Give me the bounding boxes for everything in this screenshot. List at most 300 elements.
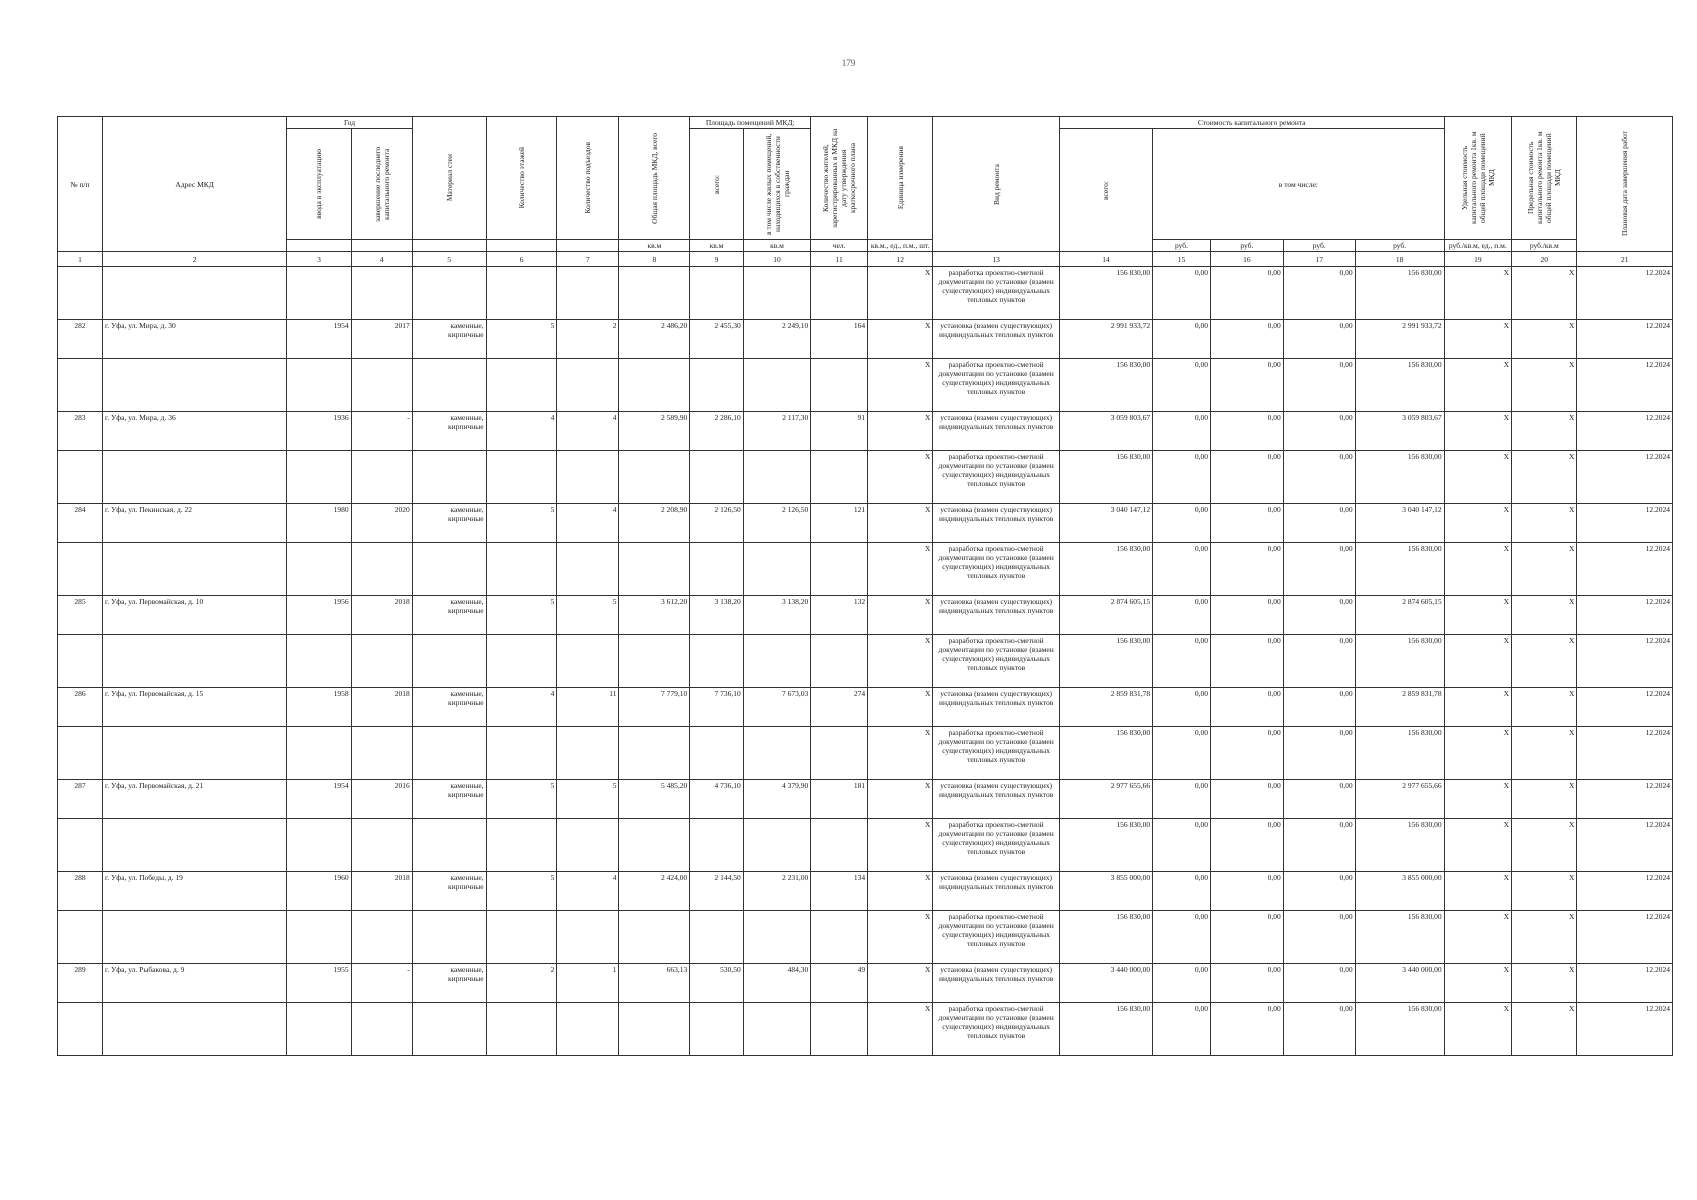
cell-people: 181 xyxy=(811,780,868,819)
cell-area xyxy=(619,819,690,872)
cell-prem xyxy=(690,267,744,320)
cell-total: 3 059 803,67 xyxy=(1059,412,1152,451)
cell-year1 xyxy=(287,819,351,872)
col-number: 6 xyxy=(486,252,557,267)
cell-limit: X xyxy=(1512,543,1577,596)
cell-people xyxy=(811,1003,868,1056)
cell-unit: X xyxy=(868,359,933,412)
cell-spec: X xyxy=(1444,504,1512,543)
cell-address: г. Уфа, ул. Первомайская, д. 10 xyxy=(103,596,287,635)
cell-resid: 2 126,50 xyxy=(743,504,811,543)
cell-material xyxy=(412,911,486,964)
cell-entrances xyxy=(557,267,619,320)
cell-people: 132 xyxy=(811,596,868,635)
cell-area: 2 424,00 xyxy=(619,872,690,911)
cell-entrances xyxy=(557,911,619,964)
table-row xyxy=(58,359,1673,412)
cell-floors: 4 xyxy=(486,688,557,727)
cell-unit: X xyxy=(868,504,933,543)
cell-material: каменные, кирпичные xyxy=(412,596,486,635)
unit-premises-total: кв.м xyxy=(690,240,744,252)
cell-resid: 2 231,00 xyxy=(743,872,811,911)
cell-limit: X xyxy=(1512,911,1577,964)
cell-floors xyxy=(486,267,557,320)
cell-area: 5 485,20 xyxy=(619,780,690,819)
col-number: 12 xyxy=(868,252,933,267)
cell-address: г. Уфа, ул. Первомайская, д. 15 xyxy=(103,688,287,727)
cell-area: 7 779,10 xyxy=(619,688,690,727)
cell-area: 3 612,20 xyxy=(619,596,690,635)
cell-fund: 0,00 xyxy=(1153,780,1211,819)
cell-prem: 3 138,20 xyxy=(690,596,744,635)
cell-spec: X xyxy=(1444,451,1512,504)
cell-resid xyxy=(743,635,811,688)
cell-resid: 484,30 xyxy=(743,964,811,1003)
cell-floors: 5 xyxy=(486,504,557,543)
cell-entrances xyxy=(557,451,619,504)
cell-material: каменные, кирпичные xyxy=(412,780,486,819)
cell-prem xyxy=(690,727,744,780)
cell-year2: 2016 xyxy=(351,780,412,819)
cell-limit: X xyxy=(1512,635,1577,688)
cell-date: 12.2024 xyxy=(1577,412,1673,451)
repair-plan-table xyxy=(57,116,1673,1056)
cell-rb: 0,00 xyxy=(1210,1003,1283,1056)
cell-fund: 0,00 xyxy=(1153,451,1211,504)
cell-work: установка (взамен существующих) индивидуальных тепловых пунктов xyxy=(933,504,1059,543)
cell-entrances: 5 xyxy=(557,596,619,635)
cell-floors xyxy=(486,635,557,688)
cell-year1: 1956 xyxy=(287,596,351,635)
cell-owners: 156 830,00 xyxy=(1355,451,1444,504)
cell-spec: X xyxy=(1444,819,1512,872)
header-floors: Количество этажей xyxy=(486,117,557,240)
unit-year1 xyxy=(287,240,351,252)
page-number: 179 xyxy=(841,58,856,68)
col-number: 13 xyxy=(933,252,1059,267)
cell-unit: X xyxy=(868,412,933,451)
cell-fund: 0,00 xyxy=(1153,320,1211,359)
cell-resid xyxy=(743,451,811,504)
header-no: № п/п xyxy=(58,117,103,252)
cell-total: 3 440 000,00 xyxy=(1059,964,1152,1003)
cell-people xyxy=(811,635,868,688)
cell-material: каменные, кирпичные xyxy=(412,504,486,543)
cell-local: 0,00 xyxy=(1283,412,1355,451)
cell-floors xyxy=(486,819,557,872)
cell-prem xyxy=(690,543,744,596)
cell-resid xyxy=(743,359,811,412)
table-row xyxy=(58,543,1673,596)
header-planned-date: Плановая дата завершения работ xyxy=(1577,117,1673,252)
unit-total-area: кв.м xyxy=(619,240,690,252)
cell-prem: 530,50 xyxy=(690,964,744,1003)
cell-prem: 2 286,10 xyxy=(690,412,744,451)
cell-resid: 2 249,10 xyxy=(743,320,811,359)
cell-area: 663,13 xyxy=(619,964,690,1003)
cell-spec: X xyxy=(1444,872,1512,911)
cell-unit: X xyxy=(868,1003,933,1056)
cell-local: 0,00 xyxy=(1283,911,1355,964)
cell-unit: X xyxy=(868,320,933,359)
table-row xyxy=(58,727,1673,780)
cell-material: каменные, кирпичные xyxy=(412,412,486,451)
table-row xyxy=(58,688,1673,727)
unit-measure: кв.м., ед., п.м., шт. xyxy=(868,240,933,252)
table-row xyxy=(58,451,1673,504)
cell-no xyxy=(58,911,103,964)
cell-address xyxy=(103,1003,287,1056)
cell-year2: 2018 xyxy=(351,596,412,635)
cell-work: разработка проектно-сметной документации по установке (взамен существующих) индивидуальных тепловых пунктов xyxy=(933,819,1059,872)
cell-rb: 0,00 xyxy=(1210,872,1283,911)
cell-prem: 2 126,50 xyxy=(690,504,744,543)
cell-spec: X xyxy=(1444,727,1512,780)
cell-total: 2 874 605,15 xyxy=(1059,596,1152,635)
cell-total: 156 830,00 xyxy=(1059,727,1152,780)
table-row xyxy=(58,911,1673,964)
cell-spec: X xyxy=(1444,596,1512,635)
cell-limit: X xyxy=(1512,688,1577,727)
cell-resid xyxy=(743,267,811,320)
cell-people: 164 xyxy=(811,320,868,359)
cell-year2: - xyxy=(351,964,412,1003)
cell-prem xyxy=(690,911,744,964)
cell-address: г. Уфа, ул. Мира, д. 30 xyxy=(103,320,287,359)
cell-work: установка (взамен существующих) индивидуальных тепловых пунктов xyxy=(933,780,1059,819)
cell-people: 121 xyxy=(811,504,868,543)
table-row xyxy=(58,412,1673,451)
cell-people: 134 xyxy=(811,872,868,911)
cell-work: разработка проектно-сметной документации по установке (взамен существующих) индивидуальных тепловых пунктов xyxy=(933,359,1059,412)
cell-entrances: 1 xyxy=(557,964,619,1003)
header-premises-total: всего: xyxy=(690,129,744,240)
header-residents-count: Количество жителей, зарегистрированных в МКД на дату утверждения краткосрочного плана xyxy=(811,117,868,240)
cell-date: 12.2024 xyxy=(1577,596,1673,635)
cell-entrances xyxy=(557,1003,619,1056)
cell-rb: 0,00 xyxy=(1210,635,1283,688)
cell-rb: 0,00 xyxy=(1210,911,1283,964)
cell-entrances: 5 xyxy=(557,780,619,819)
cell-area xyxy=(619,543,690,596)
cell-floors: 5 xyxy=(486,596,557,635)
cell-address xyxy=(103,267,287,320)
cell-year1 xyxy=(287,727,351,780)
cell-no xyxy=(58,819,103,872)
cell-work: разработка проектно-сметной документации по установке (взамен существующих) индивидуальных тепловых пунктов xyxy=(933,267,1059,320)
cell-total: 156 830,00 xyxy=(1059,451,1152,504)
col-number: 9 xyxy=(690,252,744,267)
header-total-area: Общая площадь МКД, всего xyxy=(619,117,690,240)
cell-date: 12.2024 xyxy=(1577,451,1673,504)
cell-date: 12.2024 xyxy=(1577,911,1673,964)
cell-fund: 0,00 xyxy=(1153,504,1211,543)
cell-limit: X xyxy=(1512,1003,1577,1056)
header-cost-total: всего: xyxy=(1059,129,1152,252)
cell-year2 xyxy=(351,727,412,780)
cell-year2 xyxy=(351,1003,412,1056)
cell-area xyxy=(619,635,690,688)
cell-resid xyxy=(743,1003,811,1056)
cell-rb: 0,00 xyxy=(1210,780,1283,819)
cell-people xyxy=(811,267,868,320)
header-address: Адрес МКД xyxy=(103,117,287,252)
cell-no: 285 xyxy=(58,596,103,635)
cell-material xyxy=(412,267,486,320)
cell-resid: 7 673,03 xyxy=(743,688,811,727)
cell-owners: 156 830,00 xyxy=(1355,359,1444,412)
cell-floors: 5 xyxy=(486,780,557,819)
cell-resid xyxy=(743,819,811,872)
cell-spec: X xyxy=(1444,412,1512,451)
cell-material xyxy=(412,543,486,596)
col-number: 4 xyxy=(351,252,412,267)
unit-limit-cost: руб./кв.м xyxy=(1512,240,1577,252)
cell-spec: X xyxy=(1444,964,1512,1003)
cell-floors xyxy=(486,727,557,780)
cell-no: 284 xyxy=(58,504,103,543)
cell-no xyxy=(58,267,103,320)
col-number: 11 xyxy=(811,252,868,267)
cell-rb: 0,00 xyxy=(1210,596,1283,635)
cell-year1 xyxy=(287,911,351,964)
cell-people xyxy=(811,451,868,504)
cell-floors: 2 xyxy=(486,964,557,1003)
cell-total: 2 859 831,78 xyxy=(1059,688,1152,727)
cell-spec: X xyxy=(1444,543,1512,596)
cell-fund: 0,00 xyxy=(1153,1003,1211,1056)
cell-rb: 0,00 xyxy=(1210,267,1283,320)
table-row xyxy=(58,320,1673,359)
cell-address: г. Уфа, ул. Рыбакова, д. 9 xyxy=(103,964,287,1003)
cell-entrances: 4 xyxy=(557,872,619,911)
cell-material: каменные, кирпичные xyxy=(412,688,486,727)
cell-people: 274 xyxy=(811,688,868,727)
cell-spec: X xyxy=(1444,320,1512,359)
cell-floors: 5 xyxy=(486,320,557,359)
cell-local: 0,00 xyxy=(1283,451,1355,504)
table-body xyxy=(58,267,1673,1056)
cell-date: 12.2024 xyxy=(1577,504,1673,543)
cell-no xyxy=(58,1003,103,1056)
table-row xyxy=(58,504,1673,543)
cell-work: установка (взамен существующих) индивидуальных тепловых пунктов xyxy=(933,964,1059,1003)
cell-prem xyxy=(690,451,744,504)
unit-owners: руб. xyxy=(1355,240,1444,252)
cell-resid xyxy=(743,911,811,964)
cell-no: 287 xyxy=(58,780,103,819)
cell-unit: X xyxy=(868,727,933,780)
cell-no: 286 xyxy=(58,688,103,727)
header-premises-residents: в том числе жилых помещений, находящихся в собственности граждан xyxy=(743,129,811,240)
cell-address xyxy=(103,819,287,872)
header-wall-material: Материал стен xyxy=(412,117,486,240)
cell-year1 xyxy=(287,359,351,412)
cell-limit: X xyxy=(1512,320,1577,359)
cell-unit: X xyxy=(868,911,933,964)
cell-entrances xyxy=(557,359,619,412)
cell-rb: 0,00 xyxy=(1210,688,1283,727)
cell-fund: 0,00 xyxy=(1153,412,1211,451)
cell-local: 0,00 xyxy=(1283,1003,1355,1056)
cell-local: 0,00 xyxy=(1283,819,1355,872)
header-year-group: Год xyxy=(287,117,412,129)
cell-prem xyxy=(690,819,744,872)
cell-unit: X xyxy=(868,451,933,504)
cell-material xyxy=(412,451,486,504)
cell-material xyxy=(412,819,486,872)
cell-floors xyxy=(486,359,557,412)
cell-rb: 0,00 xyxy=(1210,504,1283,543)
table-row xyxy=(58,596,1673,635)
cell-area: 2 486,20 xyxy=(619,320,690,359)
col-number: 8 xyxy=(619,252,690,267)
cell-year2 xyxy=(351,451,412,504)
cell-fund: 0,00 xyxy=(1153,727,1211,780)
cell-floors: 4 xyxy=(486,412,557,451)
cell-work: установка (взамен существующих) индивидуальных тепловых пунктов xyxy=(933,412,1059,451)
cell-owners: 2 991 933,72 xyxy=(1355,320,1444,359)
cell-owners: 156 830,00 xyxy=(1355,635,1444,688)
cell-no xyxy=(58,359,103,412)
cell-rb: 0,00 xyxy=(1210,819,1283,872)
cell-address xyxy=(103,543,287,596)
cell-people xyxy=(811,543,868,596)
cell-work: установка (взамен существующих) индивидуальных тепловых пунктов xyxy=(933,872,1059,911)
cell-no xyxy=(58,635,103,688)
cell-rb: 0,00 xyxy=(1210,543,1283,596)
cell-year1 xyxy=(287,451,351,504)
table-row xyxy=(58,872,1673,911)
cell-material xyxy=(412,1003,486,1056)
cell-entrances: 11 xyxy=(557,688,619,727)
cell-owners: 156 830,00 xyxy=(1355,543,1444,596)
cell-fund: 0,00 xyxy=(1153,872,1211,911)
cell-rb: 0,00 xyxy=(1210,964,1283,1003)
cell-owners: 156 830,00 xyxy=(1355,911,1444,964)
cell-no xyxy=(58,451,103,504)
unit-material xyxy=(412,240,486,252)
cell-local: 0,00 xyxy=(1283,320,1355,359)
cell-year1 xyxy=(287,635,351,688)
cell-year1: 1954 xyxy=(287,780,351,819)
cell-unit: X xyxy=(868,872,933,911)
cell-material xyxy=(412,727,486,780)
cell-total: 156 830,00 xyxy=(1059,819,1152,872)
cell-owners: 3 040 147,12 xyxy=(1355,504,1444,543)
col-number: 7 xyxy=(557,252,619,267)
cell-fund: 0,00 xyxy=(1153,267,1211,320)
cell-year1 xyxy=(287,543,351,596)
cell-date: 12.2024 xyxy=(1577,819,1673,872)
cell-limit: X xyxy=(1512,504,1577,543)
cell-people xyxy=(811,911,868,964)
cell-date: 12.2024 xyxy=(1577,1003,1673,1056)
cell-limit: X xyxy=(1512,359,1577,412)
cell-fund: 0,00 xyxy=(1153,596,1211,635)
cell-entrances: 4 xyxy=(557,412,619,451)
col-number: 16 xyxy=(1210,252,1283,267)
cell-address: г. Уфа, ул. Мира, д. 36 xyxy=(103,412,287,451)
cell-floors xyxy=(486,1003,557,1056)
cell-unit: X xyxy=(868,964,933,1003)
cell-year1: 1954 xyxy=(287,320,351,359)
unit-premises-residents: кв.м xyxy=(743,240,811,252)
cell-entrances xyxy=(557,819,619,872)
cell-local: 0,00 xyxy=(1283,964,1355,1003)
cell-address: г. Уфа, ул. Победы, д. 19 xyxy=(103,872,287,911)
cell-spec: X xyxy=(1444,1003,1512,1056)
cell-people xyxy=(811,359,868,412)
header-work-type: Вид ремонта xyxy=(933,117,1059,252)
cell-date: 12.2024 xyxy=(1577,688,1673,727)
cell-year1: 1955 xyxy=(287,964,351,1003)
cell-year2: 2018 xyxy=(351,688,412,727)
table-row xyxy=(58,780,1673,819)
table-row xyxy=(58,267,1673,320)
cell-people xyxy=(811,819,868,872)
cell-local: 0,00 xyxy=(1283,727,1355,780)
cell-work: разработка проектно-сметной документации по установке (взамен существующих) индивидуальных тепловых пунктов xyxy=(933,1003,1059,1056)
cell-local: 0,00 xyxy=(1283,780,1355,819)
cell-address xyxy=(103,727,287,780)
cell-total: 2 991 933,72 xyxy=(1059,320,1152,359)
cell-date: 12.2024 xyxy=(1577,872,1673,911)
header-year-commission: ввода в эксплуатацию xyxy=(287,129,351,240)
cell-address xyxy=(103,911,287,964)
cell-fund: 0,00 xyxy=(1153,964,1211,1003)
cell-address xyxy=(103,359,287,412)
cell-resid: 2 117,30 xyxy=(743,412,811,451)
header-including: в том числе: xyxy=(1153,129,1445,240)
cell-work: разработка проектно-сметной документации по установке (взамен существующих) индивидуальных тепловых пунктов xyxy=(933,635,1059,688)
cell-spec: X xyxy=(1444,359,1512,412)
cell-entrances: 4 xyxy=(557,504,619,543)
cell-material: каменные, кирпичные xyxy=(412,872,486,911)
cell-limit: X xyxy=(1512,451,1577,504)
cell-unit: X xyxy=(868,780,933,819)
cell-entrances xyxy=(557,635,619,688)
cell-owners: 2 977 655,66 xyxy=(1355,780,1444,819)
cell-limit: X xyxy=(1512,780,1577,819)
cell-date: 12.2024 xyxy=(1577,267,1673,320)
cell-area xyxy=(619,911,690,964)
cell-fund: 0,00 xyxy=(1153,543,1211,596)
cell-local: 0,00 xyxy=(1283,635,1355,688)
table-row xyxy=(58,964,1673,1003)
cell-local: 0,00 xyxy=(1283,688,1355,727)
cell-unit: X xyxy=(868,596,933,635)
cell-owners: 156 830,00 xyxy=(1355,727,1444,780)
cell-unit: X xyxy=(868,635,933,688)
unit-year2 xyxy=(351,240,412,252)
unit-floors xyxy=(486,240,557,252)
cell-no: 288 xyxy=(58,872,103,911)
cell-unit: X xyxy=(868,688,933,727)
cell-area xyxy=(619,727,690,780)
cell-people xyxy=(811,727,868,780)
col-number: 21 xyxy=(1577,252,1673,267)
table-row xyxy=(58,819,1673,872)
cell-date: 12.2024 xyxy=(1577,320,1673,359)
cell-prem: 2 144,50 xyxy=(690,872,744,911)
cell-date: 12.2024 xyxy=(1577,359,1673,412)
col-number: 14 xyxy=(1059,252,1152,267)
cell-no: 283 xyxy=(58,412,103,451)
cell-total: 156 830,00 xyxy=(1059,543,1152,596)
col-number: 2 xyxy=(103,252,287,267)
cell-floors: 5 xyxy=(486,872,557,911)
